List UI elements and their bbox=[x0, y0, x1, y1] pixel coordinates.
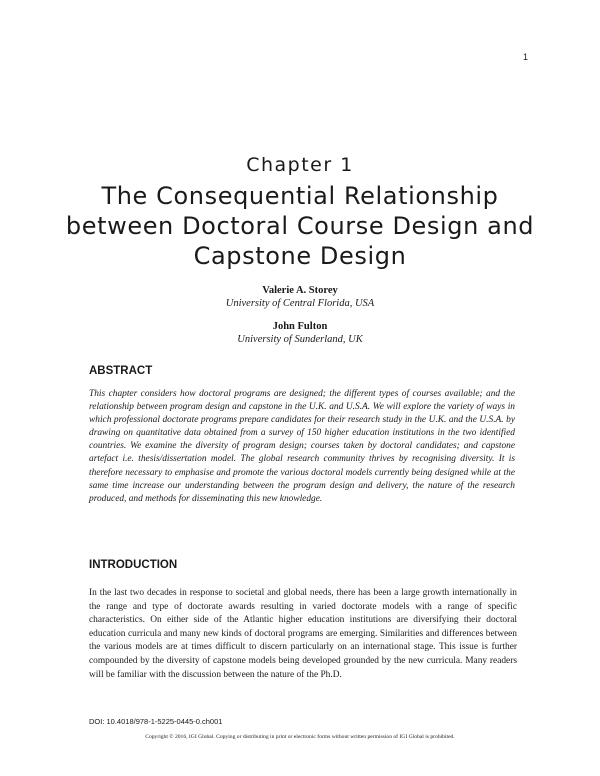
chapter-label: Chapter 1 bbox=[246, 154, 354, 176]
page-number: 1 bbox=[522, 52, 528, 62]
author-block bbox=[0, 284, 600, 310]
author-block bbox=[0, 320, 600, 346]
introduction-heading: INTRODUCTION bbox=[89, 559, 178, 571]
author-affiliation: University of Central Florida, USA bbox=[225, 298, 375, 309]
author-name: Valerie A. Storey bbox=[262, 285, 338, 296]
author-affiliation: University of Sunderland, UK bbox=[237, 334, 363, 345]
author-name: John Fulton bbox=[272, 321, 328, 332]
abstract-heading: ABSTRACT bbox=[89, 365, 153, 377]
doi-line: DOI: 10.4018/978-1-5225-0445-0.ch001 bbox=[89, 717, 223, 726]
chapter-title: The Consequential Relationship between Doctoral Course Design and Capstone Design bbox=[65, 182, 535, 270]
abstract-text: This chapter considers how doctoral programs are designed; the different types of courses available; and the relationship between program design and capstone in the U.K. and U.S.A. We will explore the variety of ways in which professional doctorate programs prepare candidates for their research study in the U.K. and the U.S.A. by drawing on quantitative data obtained from a survey of 150 higher education institutions in the two identified countries. We examine the diversity of program design; courses taken by doctoral candidates; and capstone artefact i.e. thesis/dissertation model. The global research community thrives by recognising diversity. It is therefore necessary to emphasise and promote the various doctoral models currently being designed while at the same time increase our understanding between the program design and delivery, the nature of the research produced, and methods for disseminating this new knowledge. bbox=[89, 389, 515, 504]
copyright-notice: Copyright © 2016, IGI Global. Copying or distributing in print or electronic forms without written permission of IGI Global is prohibited. bbox=[145, 734, 455, 740]
introduction-text: In the last two decades in response to societal and global needs, there has been a large growth internationally in the range and type of doctorate awards resulting in varied doctorate models with a range of specific characteristics. On either side of the Atlantic higher education institutions are diversifying their doctoral education curricula and many new kinds of doctoral programs are emerging. Similarities and differences between the various models are at times difficult to discern particularly on an international stage. This issue is further compounded by the diversity of capstone models being developed grounded by the new curricula. Many readers will be familiar with the discussion between the nature of the Ph.D. bbox=[89, 588, 517, 680]
